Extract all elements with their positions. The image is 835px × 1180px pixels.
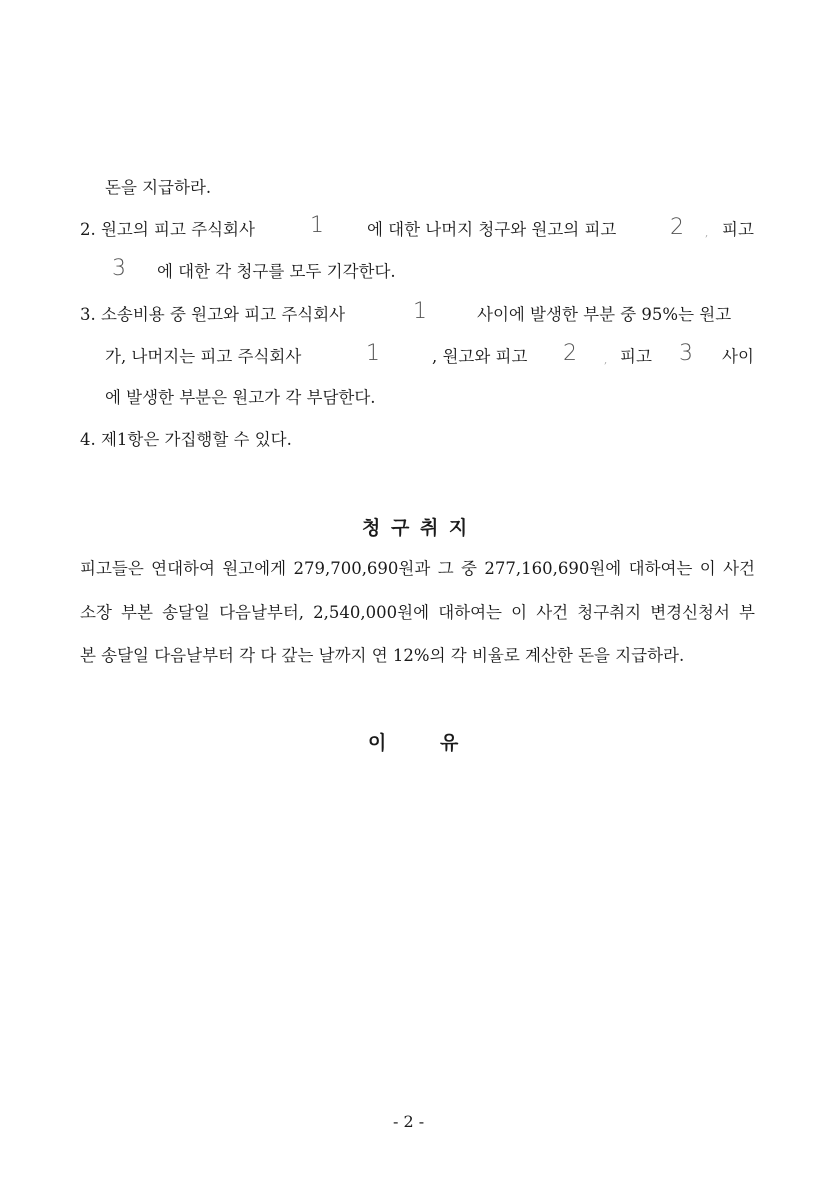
redacted-party-1: 1 <box>366 341 380 366</box>
claim-line-2: 소장 부본 송달일 다음날부터, 2,540,000원에 대하여는 이 사건 청구취지 변경신청서 부 <box>80 603 755 622</box>
order-item3-mid2: , 원고와 피고 <box>432 347 528 366</box>
order-item3-mid3: 피고 <box>620 347 652 366</box>
order-item2-line2: 에 대한 각 청구를 모두 기각한다. <box>157 262 396 281</box>
order-item1-tail: 돈을 지급하라. <box>105 178 212 197</box>
redacted-party-3: 3 <box>112 256 126 281</box>
order-item3-mid: 사이에 발생한 부분 중 95%는 원고 <box>477 305 732 324</box>
page-number: - 2 - <box>393 1112 425 1131</box>
order-item3-end: 사이 <box>722 347 754 366</box>
order-item3-prefix: 3. 소송비용 중 원고와 피고 주식회사 <box>80 305 346 324</box>
reason-heading-left: 이 <box>368 732 389 754</box>
order-item4: 4. 제1항은 가집행할 수 있다. <box>80 430 292 449</box>
redacted-party-1: 1 <box>413 299 427 324</box>
redacted-party-2: 2 <box>563 341 577 366</box>
order-item2-prefix: 2. 원고의 피고 주식회사 <box>80 220 255 239</box>
separator-dot: , <box>604 355 608 366</box>
order-item2-suffix: 피고 <box>722 220 754 239</box>
order-item2-mid: 에 대한 나머지 청구와 원고의 피고 <box>367 220 617 239</box>
redacted-party-2: 2 <box>670 215 684 240</box>
redacted-party-3: 3 <box>679 341 693 366</box>
claim-heading: 청 구 취 지 <box>362 517 470 539</box>
separator-dot: , <box>705 228 709 239</box>
reason-heading-right: 유 <box>440 732 461 754</box>
claim-line-1: 피고들은 연대하여 원고에게 279,700,690원과 그 중 277,160,690원에 대하여는 이 사건 <box>80 559 755 578</box>
redacted-party-1: 1 <box>310 213 324 238</box>
claim-line-3: 본 송달일 다음날부터 각 다 갚는 날까지 연 12%의 각 비율로 계산한 돈을 지급하라. <box>80 646 685 665</box>
order-item3-line3: 에 발생한 부분은 원고가 각 부담한다. <box>105 388 376 407</box>
order-item3-line2-start: 가, 나머지는 피고 주식회사 <box>105 347 302 366</box>
